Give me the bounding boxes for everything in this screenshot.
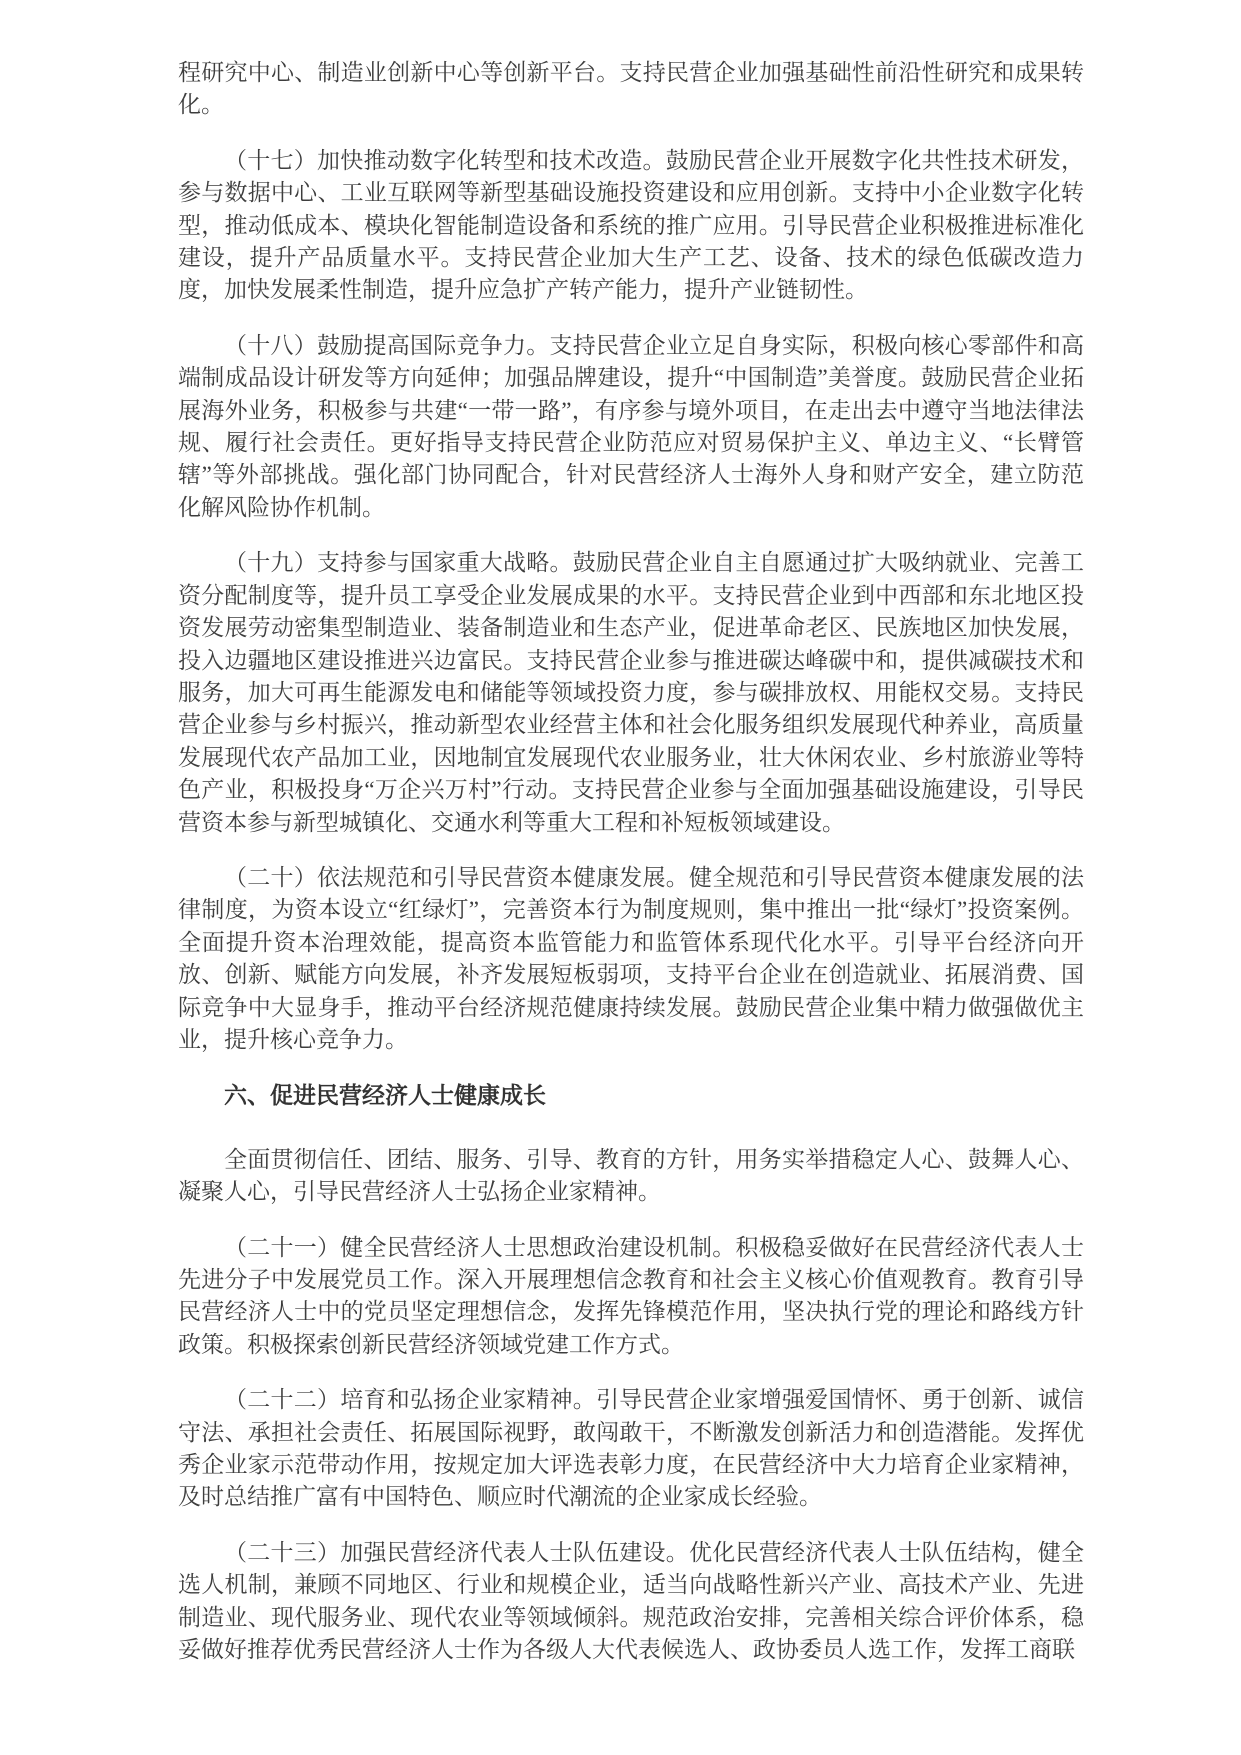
paragraph-item-17: （十七）加快推动数字化转型和技术改造。鼓励民营企业开展数字化共性技术研发，参与数据中心、工业互联网等新型基础设施投资建设和应用创新。支持中小企业数字化转型，推动低成本、模块化智能制造设备和系统的推广应用。引导民营企业积极推进标准化建设，提升产品质量水平。支持民营企业加大生产工艺、设备、技术的绿色低碳改造力度，加快发展柔性制造，提升应急扩产转产能力，提升产业链韧性。 [178, 147, 1084, 303]
paragraph-continued-from-previous-page: 程研究中心、制造业创新中心等创新平台。支持民营企业加强基础性前沿性研究和成果转化。 [178, 60, 1084, 118]
paragraph-item-21: （二十一）健全民营经济人士思想政治建设机制。积极稳妥做好在民营经济代表人士先进分子中发展党员工作。深入开展理想信念教育和社会主义核心价值观教育。教育引导民营经济人士中的党员坚定理想信念，发挥先锋模范作用，坚决执行党的理论和路线方针政策。积极探索创新民营经济领域党建工作方式。 [178, 1234, 1084, 1357]
paragraph-item-20: （二十）依法规范和引导民营资本健康发展。健全规范和引导民营资本健康发展的法律制度，为资本设立“红绿灯”，完善资本行为制度规则，集中推出一批“绿灯”投资案例。全面提升资本治理效能，提高资本监管能力和监管体系现代化水平。引导平台经济向开放、创新、赋能方向发展，补齐发展短板弱项，支持平台企业在创造就业、拓展消费、国际竞争中大显身手，推动平台经济规范健康持续发展。鼓励民营企业集中精力做强做优主业，提升核心竞争力。 [178, 864, 1084, 1052]
paragraph-item-18: （十八）鼓励提高国际竞争力。支持民营企业立足自身实际，积极向核心零部件和高端制成品设计研发等方向延伸；加强品牌建设，提升“中国制造”美誉度。鼓励民营企业拓展海外业务，积极参与共建“一带一路”，有序参与境外项目，在走出去中遵守当地法律法规、履行社会责任。更好指导支持民营企业防范应对贸易保护主义、单边主义、“长臂管辖”等外部挑战。强化部门协同配合，针对民营经济人士海外人身和财产安全，建立防范化解风险协作机制。 [178, 332, 1084, 520]
paragraph-item-23-truncated: （二十三）加强民营经济代表人士队伍建设。优化民营经济代表人士队伍结构，健全选人机制，兼顾不同地区、行业和规模企业，适当向战略性新兴产业、高技术产业、先进制造业、现代服务业、现代农业等领域倾斜。规范政治安排，完善相关综合评价体系，稳妥做好推荐优秀民营经济人士作为各级人大代表候选人、政协委员人选工作，发挥工商联 [178, 1539, 1084, 1663]
paragraph-item-22: （二十二）培育和弘扬企业家精神。引导民营企业家增强爱国情怀、勇于创新、诚信守法、承担社会责任、拓展国际视野，敢闯敢干，不断激发创新活力和创造潜能。发挥优秀企业家示范带动作用，按规定加大评选表彰力度，在民营经济中大力培育企业家精神，及时总结推广富有中国特色、顺应时代潮流的企业家成长经验。 [178, 1387, 1084, 1510]
paragraph-item-19: （十九）支持参与国家重大战略。鼓励民营企业自主自愿通过扩大吸纳就业、完善工资分配制度等，提升员工享受企业发展成果的水平。支持民营企业到中西部和东北地区投资发展劳动密集型制造业、装备制造业和生态产业，促进革命老区、民族地区加快发展，投入边疆地区建设推进兴边富民。支持民营企业参与推进碳达峰碳中和，提供减碳技术和服务，加大可再生能源发电和储能等领域投资力度，参与碳排放权、用能权交易。支持民营企业参与乡村振兴，推动新型农业经营主体和社会化服务组织发展现代种养业，高质量发展现代农产品加工业，因地制宜发展现代农业服务业，壮大休闲农业、乡村旅游业等特色产业，积极投身“万企兴万村”行动。支持民营企业参与全面加强基础设施建设，引导民营资本参与新型城镇化、交通水利等重大工程和补短板领域建设。 [178, 550, 1084, 835]
section-heading-6: 六、促进民营经济人士健康成长 [224, 1082, 546, 1109]
paragraph-section6-lead: 全面贯彻信任、团结、服务、引导、教育的方针，用务实举措稳定人心、鼓舞人心、凝聚人心，引导民营经济人士弘扬企业家精神。 [178, 1146, 1084, 1205]
